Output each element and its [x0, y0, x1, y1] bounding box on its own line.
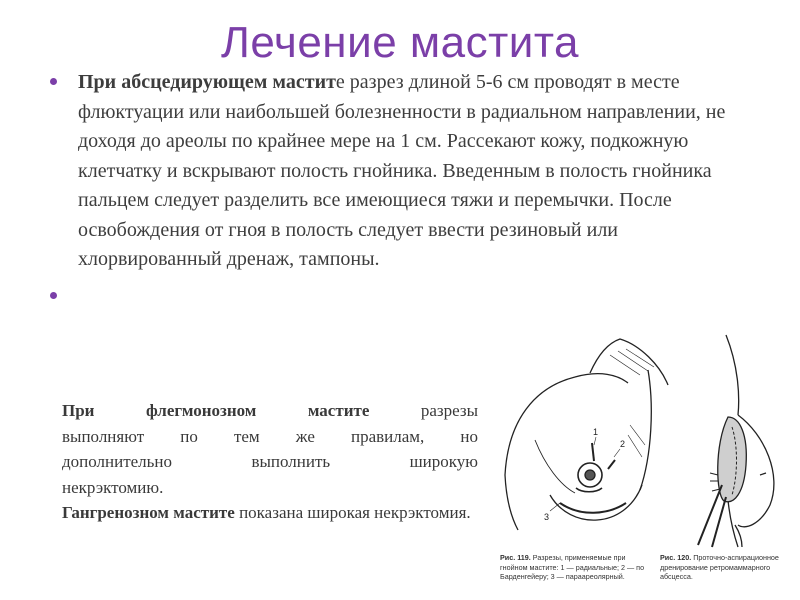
bullet-bold-lead: При абсцедирующем мастит	[78, 71, 336, 93]
bullet-list	[40, 68, 760, 312]
bullet-abscess	[40, 68, 760, 275]
phlegmon-line-4: некрэктомию.	[62, 477, 164, 497]
figure-120-caption: Рис. 120. Проточно-аспирационное дренирование ретромаммарного абсцесса.	[660, 553, 779, 581]
bullet-dot	[50, 78, 57, 85]
gangrene-bold: Гангренозном мастите	[62, 503, 235, 522]
breast-illustrations	[490, 325, 790, 550]
bullet-empty	[40, 282, 760, 312]
label-1: 1	[593, 427, 599, 437]
gangrene-rest: показана широкая некрэктомия.	[234, 503, 471, 522]
phlegmon-line-2: выполняют по тем же правилам, но	[62, 426, 478, 446]
breast-front-illustration	[505, 339, 668, 530]
figure-119-caption: Рис. 119. Разрезы, применяемые при гнойном мастите: 1 — радиальные; 2 — по Барденгейеру; 3 — параареолярный.	[500, 553, 645, 581]
phlegmon-text-box	[62, 398, 478, 526]
figures-panel	[490, 325, 790, 600]
phlegmon-line-3: дополнительно выполнить широкую	[62, 452, 478, 471]
gangrene-paragraph	[62, 500, 478, 526]
slide-title: Лечение мастита	[221, 18, 579, 67]
label-2: 2	[620, 439, 626, 449]
breast-profile-illustration	[698, 335, 774, 547]
phlegmon-line-1: При флегмонозном мастите разрезы	[62, 401, 479, 420]
bullet-text: е разрез длиной 5-6 см проводят в месте флюктуации или наибольшей болезненности в радиальном направлении, не доходя до ареолы по крайнее мере на 1 см. Рассекают кожу, подкожную клетчатку и вскрывают полость гнойника. Введенным в полость гнойника пальцем следует разделить все имеющиеся тяжи и перемычки. После освобождения от гноя в полость следует ввести резиновый или хлорвированный дренаж, тампоны.	[78, 71, 726, 270]
label-3: 3	[544, 512, 550, 522]
bullet-dot	[50, 292, 57, 299]
